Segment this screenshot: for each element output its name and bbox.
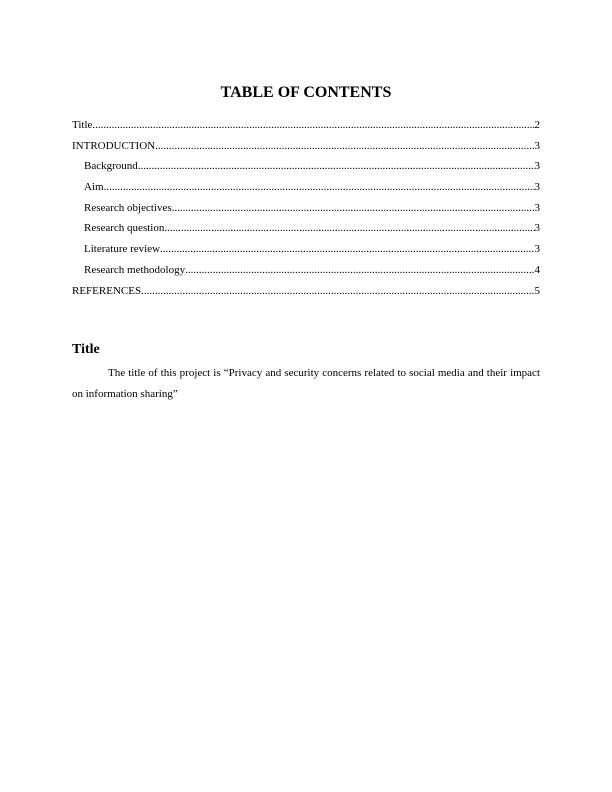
toc-entry-research-objectives[interactable] <box>72 198 540 219</box>
toc-dot-leader <box>104 177 535 198</box>
toc-page-number: 3 <box>534 201 540 214</box>
table-of-contents <box>72 115 540 301</box>
toc-page-number: 5 <box>534 284 540 297</box>
toc-entry-references[interactable] <box>72 281 540 302</box>
toc-dot-leader <box>160 239 534 260</box>
toc-entry-label: Research methodology <box>84 263 186 276</box>
toc-dot-leader <box>172 198 535 219</box>
toc-dot-leader <box>141 281 534 302</box>
toc-entry-label: Literature review <box>84 243 161 256</box>
toc-dot-leader <box>164 218 534 239</box>
toc-entry-literature-review[interactable] <box>72 239 540 260</box>
toc-entry-background[interactable] <box>72 156 540 177</box>
toc-entry-introduction[interactable] <box>72 136 540 157</box>
toc-entry-title[interactable] <box>72 115 540 136</box>
toc-entry-label: Research question <box>84 222 165 235</box>
toc-page-number: 3 <box>534 139 540 152</box>
toc-entry-label: REFERENCES <box>72 284 142 297</box>
toc-dot-leader <box>185 260 534 281</box>
toc-page-number: 3 <box>534 160 540 173</box>
toc-entry-research-methodology[interactable] <box>72 260 540 281</box>
toc-entry-research-question[interactable] <box>72 218 540 239</box>
toc-page-number: 2 <box>534 119 540 131</box>
toc-entry-label: Background <box>84 160 138 173</box>
toc-page-number: 3 <box>534 181 540 194</box>
section-heading-title: Title <box>72 342 100 357</box>
toc-entry-aim[interactable] <box>72 177 540 198</box>
toc-entry-label: Title <box>72 119 93 131</box>
toc-page-number: 4 <box>534 263 540 276</box>
toc-dot-leader <box>92 115 534 136</box>
title-paragraph: The title of this project is “Privacy and security concerns related to social media and their impact on information sharing” <box>72 367 540 400</box>
toc-page-number: 3 <box>534 222 540 235</box>
toc-dot-leader <box>155 136 534 157</box>
toc-heading: TABLE OF CONTENTS <box>220 84 392 101</box>
toc-entry-label: Aim <box>84 181 104 194</box>
toc-entry-label: Research objectives <box>84 201 172 214</box>
toc-entry-label: INTRODUCTION <box>72 139 156 152</box>
toc-dot-leader <box>138 156 535 177</box>
toc-page-number: 3 <box>534 243 540 256</box>
